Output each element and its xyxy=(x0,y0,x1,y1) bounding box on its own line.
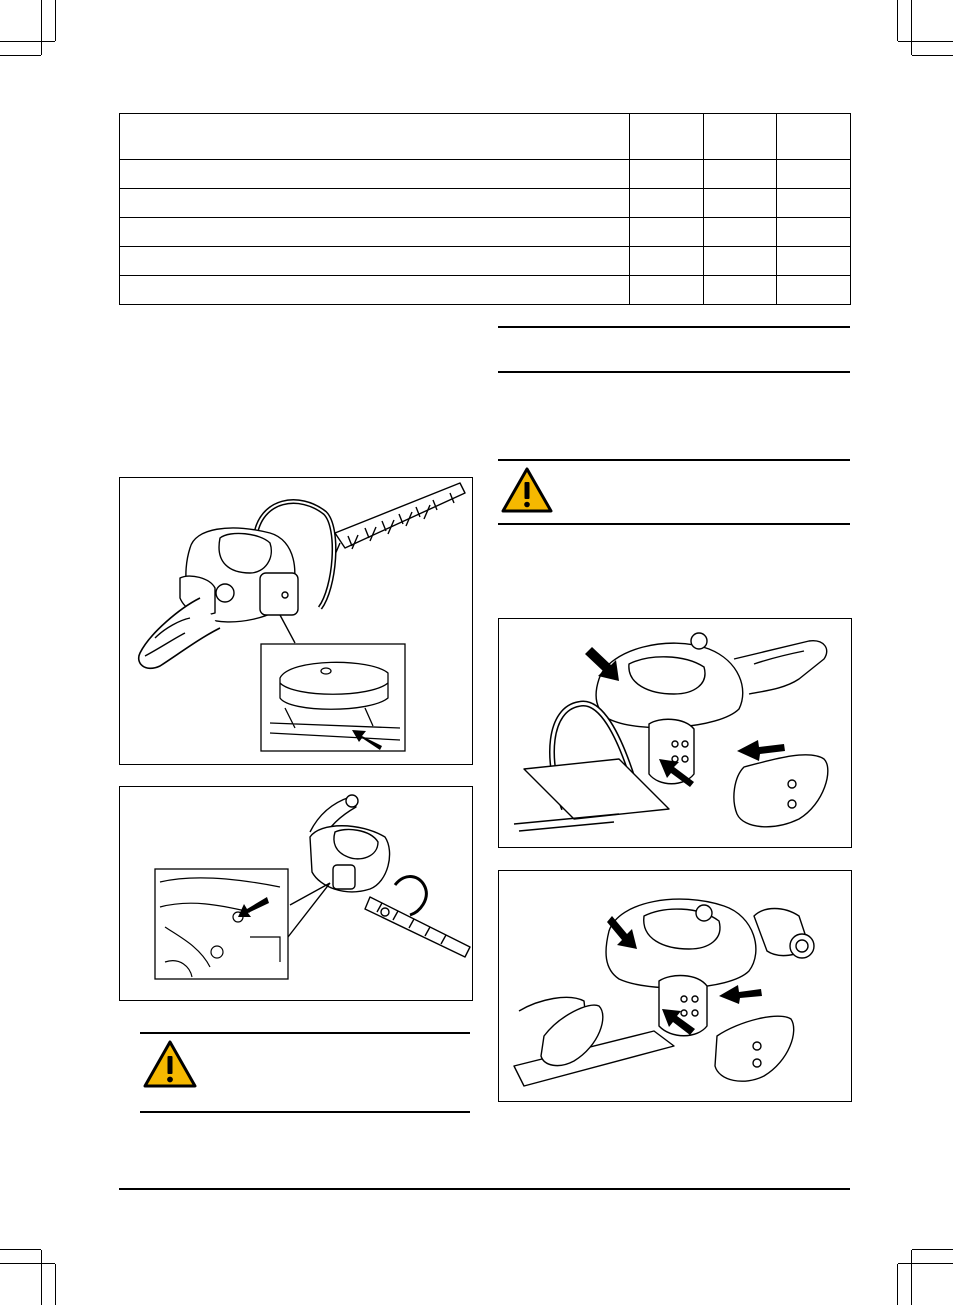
table-cell xyxy=(630,160,704,189)
warning-rule-bottom xyxy=(140,1111,470,1113)
table-cell xyxy=(120,189,630,218)
table-header-cell xyxy=(120,114,630,160)
table-row xyxy=(120,218,851,247)
warning-rule-bottom xyxy=(498,523,850,525)
table-cell xyxy=(777,189,851,218)
table-cell xyxy=(630,218,704,247)
warning-rule-top xyxy=(140,1032,470,1034)
table-header-cell xyxy=(630,114,704,160)
engine-cover-removal-figure xyxy=(498,618,852,848)
table-cell xyxy=(120,160,630,189)
table-cell xyxy=(777,276,851,305)
table-cell xyxy=(120,276,630,305)
warning-rule-top xyxy=(498,459,850,461)
table-row xyxy=(120,247,851,276)
hedge-trimmer-filter-cover-figure xyxy=(119,477,473,765)
table-row xyxy=(120,160,851,189)
table-cell xyxy=(704,160,777,189)
table-cell xyxy=(704,247,777,276)
section-rule xyxy=(498,326,850,328)
table-cell xyxy=(704,189,777,218)
warning-triangle-icon xyxy=(142,1039,198,1094)
table-cell xyxy=(630,276,704,305)
hedge-trimmer-screw-detail-figure xyxy=(119,786,473,1001)
table-header-cell xyxy=(704,114,777,160)
table-row xyxy=(120,189,851,218)
engine-cover-rotated-figure xyxy=(498,870,852,1102)
table-cell xyxy=(704,276,777,305)
table-cell xyxy=(777,247,851,276)
maintenance-table xyxy=(119,113,850,305)
table-row xyxy=(120,276,851,305)
section-rule xyxy=(498,371,850,373)
footer-rule xyxy=(119,1188,850,1190)
table-header-row xyxy=(120,114,851,160)
table-cell xyxy=(630,189,704,218)
table-cell xyxy=(120,218,630,247)
table-cell xyxy=(704,218,777,247)
table-cell xyxy=(630,247,704,276)
table-cell xyxy=(120,247,630,276)
table-header-cell xyxy=(777,114,851,160)
warning-triangle-icon xyxy=(500,466,554,519)
table-cell xyxy=(777,160,851,189)
table-cell xyxy=(777,218,851,247)
